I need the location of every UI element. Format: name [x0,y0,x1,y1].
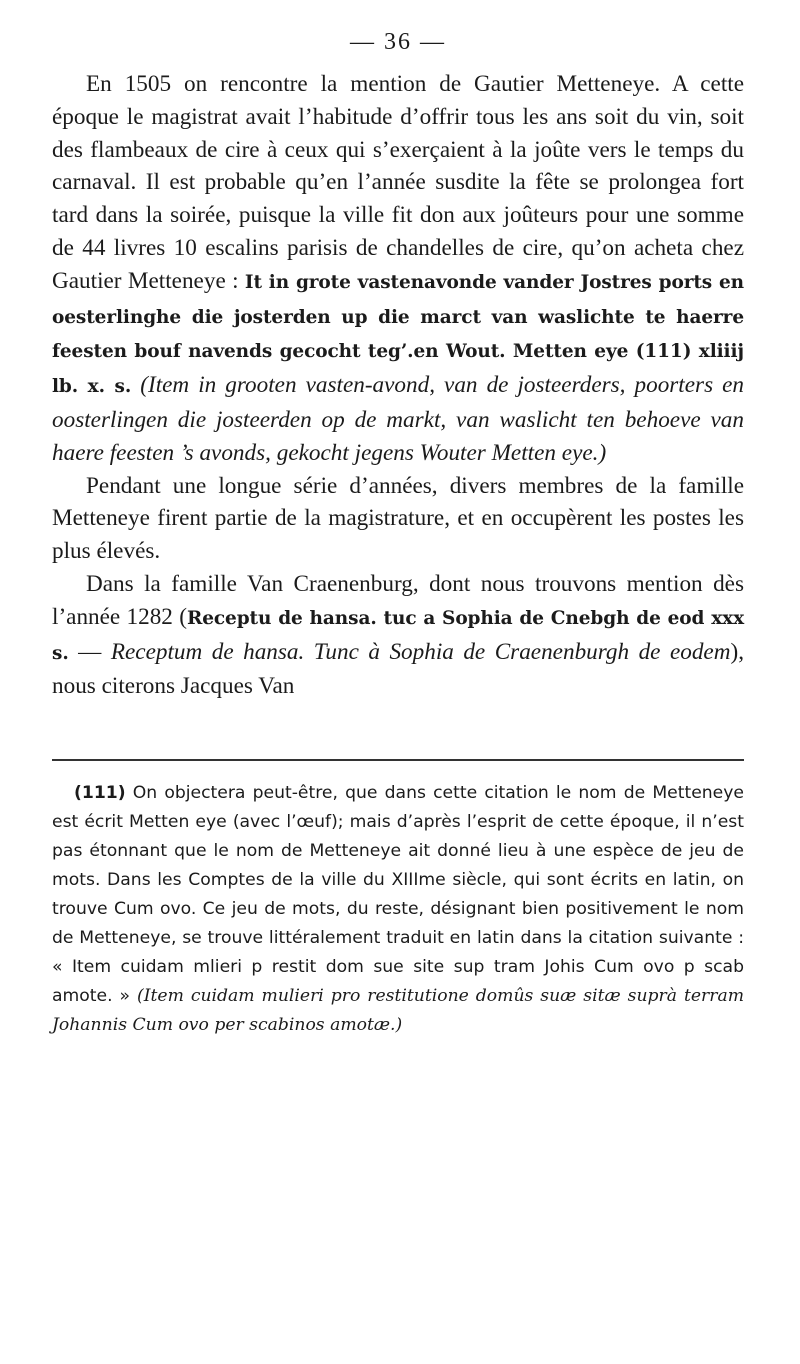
paragraph-3-end: ), nous citerons Jacques Van [52,638,745,700]
flemish-quotation: It in grote vastenavonde vander Jostres ports en oesterlinghe die josterden up die marct van waslichte te haerre feesten bouf navends gecocht teg’.en Wout. Metten eye (111) xliiij lb. x. s. [52,271,745,398]
footnote [52,779,744,1040]
flemish-quotation-2: Receptu de hansa. tuc a Sophia de Cnebgh de eod xxx s. [52,607,745,664]
footnote-text: On objectera peut-être, que dans cette citation le nom de Metteneye est écrit Metten eye (avec l’œuf); mais d’après l’esprit de cette époque, il n’est pas étonnant que le nom de Metteneye ait donné lieu à une espèce de jeu de mots. Dans les Comptes de la ville du XIIIme siècle, qui sont écrits en latin, on trouve Cum ovo. Ce jeu de mots, du reste, désignant bien positivement le nom de Metteneye, se trouve littéralement traduit en latin dans la citation suivante : « Item cuidam mlieri p restit dom sue site sup tram Johis Cum ovo p scab amote. » [52,783,744,1007]
latin-translation-2: Receptum de hansa. Tunc à Sophia de Craenenburgh de eodem [110,638,731,665]
paragraph-2: Pendant une longue série d’années, divers membres de la famille Metteneye firent partie de la magistrature, et en occupèrent les postes les plus élevés. [52,472,744,565]
paragraph-1-text: En 1505 on rencontre la mention de Gautier Metteneye. A cette époque le magistrat avait l’habitude d’offrir tous les ans soit du vin, soit des flambeaux de cire à ceux qui s’exerçaient à la joûte vers le temps du carnaval. Il est probable qu’en l’année susdite la fête se prolongea fort tard dans la soirée, puisque la ville fit don aux joûteurs pour une somme de 44 livres 10 escalins parisis de chandelles de cire, qu’on acheta chez Gautier Metteneye : [52,71,744,294]
dash: — [68,638,111,665]
paragraph-1 [52,68,744,470]
paragraph-3-text: Dans la famille Van Craenenburg, dont nous trouvons mention dès l’année 1282 ( [52,570,744,630]
footnote-latin: (Item cuidam mulieri pro restitutione domûs suæ sitæ suprà terram Johannis Cum ovo per scabinos amotæ.) [52,986,744,1036]
footnote-divider [52,759,744,761]
main-text [52,68,744,703]
paragraph-3 [52,568,744,703]
page-number: — 36 — [350,29,446,55]
footnote-number: (111) [74,783,126,804]
footnote-paragraph [52,779,744,1040]
latin-translation: (Item in grooten vasten-avond, van de josteerders, poorters en oosterlingen die josteerden op de markt, van waslicht ten behoeve van haere feesten ’s avonds, gekocht jegens Wouter Metten eye.) [52,372,745,466]
